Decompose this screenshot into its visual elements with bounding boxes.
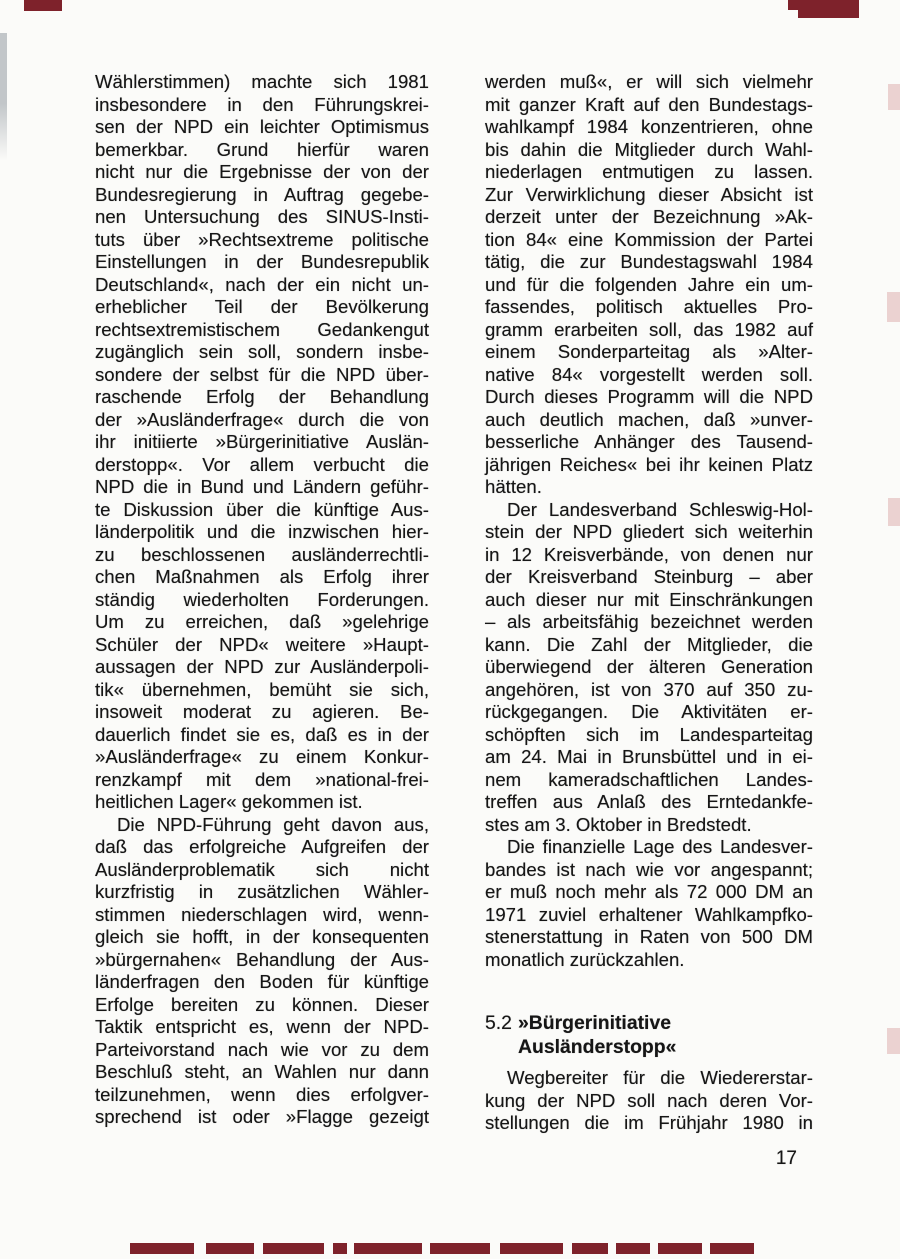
text-line: derzeit unter der Bezeichnung »Ak- (485, 206, 813, 227)
ink-mark-top-left (24, 0, 62, 11)
text-line: insoweit moderat zu agieren. Be- (95, 701, 429, 722)
text-line: nen Untersuchung des SINUS-Insti- (95, 206, 429, 227)
text-line: der Kreisverband Steinburg – aber (485, 566, 813, 587)
text-line: niederlagen entmutigen zu lassen. (485, 161, 813, 182)
text-line: Durch dieses Programm will die NPD (485, 386, 813, 407)
text-line: bemerkbar. Grund hierfür waren (95, 138, 429, 160)
text-line: Zur Verwirklichung dieser Absicht ist (485, 183, 813, 205)
text-line: NPD die in Bund und Ländern geführ- (95, 476, 429, 497)
ink-dash-bottom (500, 1243, 563, 1254)
text-line: erheblicher Teil der Bevölkerung (95, 296, 429, 317)
text-line: länderpolitik und die inzwischen hier- (95, 521, 429, 542)
text-line: mit ganzer Kraft auf den Bundestags- (485, 93, 813, 115)
text-line: der »Ausländerfrage« durch die von (95, 408, 429, 430)
text-line: besserliche Anhänger des Tausend- (485, 431, 813, 452)
text-line: Wählerstimmen) machte sich 1981 (95, 71, 429, 92)
text-line: Die finanzielle Lage des Landesver- (507, 836, 813, 857)
text-line: kurzfristig in zusätzlichen Wähler- (95, 881, 429, 902)
text-line: Bundesregierung in Auftrag gegebe- (95, 183, 429, 205)
ink-dash-bottom (430, 1243, 490, 1254)
text-line: rückgegangen. Die Aktivitäten er- (485, 701, 813, 722)
text-line: nicht nur die Ergebnisse der von der (95, 161, 429, 182)
scan-edge-strip (0, 33, 7, 161)
text-line: rechtsextremistischem Gedankengut (95, 318, 429, 340)
text-line: am 24. Mai in Brunsbüttel und in ei- (485, 746, 813, 767)
text-line: Die NPD-Führung geht davon aus, (117, 813, 429, 835)
text-line: Wegbereiter für die Wiedererstar- (507, 1067, 813, 1088)
text-line: Beschluß steht, an Wahlen nur dann (95, 1061, 429, 1082)
text-line: Der Landesverband Schleswig-Hol- (507, 498, 813, 520)
scan-smudge-right-edge (887, 292, 900, 322)
text-line: chen Maßnahmen als Erfolg ihrer (95, 566, 429, 587)
text-line: bis dahin die Mitglieder durch Wahl- (485, 138, 813, 160)
ink-dash-bottom (263, 1243, 324, 1254)
section-number: 5.2 (485, 1012, 512, 1034)
text-line: wahlkampf 1984 konzentrieren, ohne (485, 116, 813, 137)
text-line: einem Sonderparteitag als »Alter- (485, 341, 813, 362)
text-line: »bürgernahen« Behandlung der Aus- (95, 948, 429, 970)
text-line: werden muß«, er will sich vielmehr (485, 71, 813, 92)
ink-dash-bottom (333, 1243, 347, 1254)
text-line: 1971 zuviel erhaltener Wahlkampfko- (485, 903, 813, 925)
text-line: zu beschlossenen ausländerrechtli- (95, 543, 429, 565)
text-line: schöpften sich im Landesparteitag (485, 723, 813, 745)
text-line: er muß noch mehr als 72 000 DM an (485, 881, 813, 902)
text-column-right (485, 71, 813, 1135)
text-line: ständig wiederholten Forderungen. (95, 588, 429, 610)
text-line: insbesondere in den Führungskrei- (95, 93, 429, 115)
text-line: Schüler der NPD« weitere »Haupt- (95, 633, 429, 655)
text-line: stimmen niederschlagen wird, wenn- (95, 903, 429, 925)
text-line: daß das erfolgreiche Aufgreifen der (95, 836, 429, 857)
text-line: tätig, die zur Bundestagswahl 1984 (485, 251, 813, 272)
text-line: kann. Die Zahl der Mitglieder, die (485, 633, 813, 655)
text-line: raschende Erfolg der Behandlung (95, 386, 429, 407)
text-line: angehören, ist von 370 auf 350 zu- (485, 678, 813, 700)
text-line: bandes ist nach wie vor angespannt; (485, 858, 813, 880)
text-line: te Diskussion über die künftige Aus- (95, 498, 429, 520)
text-line: überwiegend der älteren Generation (485, 656, 813, 677)
text-line: kung der NPD soll nach deren Vor- (485, 1089, 813, 1111)
section-title: »Bürgerinitiative (518, 1012, 672, 1034)
text-line: Ausländerproblematik sich nicht (95, 858, 429, 880)
text-line: stellungen die im Frühjahr 1980 in (485, 1112, 813, 1133)
text-line: fassendes, politisch aktuelles Pro- (485, 296, 813, 317)
ink-dash-bottom (658, 1243, 702, 1254)
text-line: tuts über »Rechtsextreme politische (95, 228, 429, 250)
text-line: Taktik entspricht es, wenn der NPD- (95, 1016, 429, 1037)
text-line: renzkampf mit dem »national-frei- (95, 768, 429, 790)
text-line: »Ausländerfrage« zu einem Konkur- (95, 746, 429, 767)
text-line: teilzunehmen, wenn dies erfolgver- (95, 1083, 429, 1105)
text-line: heitlichen Lager« gekommen ist. (95, 791, 363, 812)
text-line: stenerstattung in Raten von 500 DM (485, 926, 813, 947)
ink-dash-bottom (710, 1243, 754, 1254)
section-heading (485, 1011, 813, 1035)
text-line: hätten. (485, 476, 542, 497)
text-line: auch deutlich machen, daß »unver- (485, 408, 813, 430)
text-line: nem kameradschaftlichen Landes- (485, 768, 813, 790)
text-line: gramm erarbeiten soll, das 1982 auf (485, 318, 813, 340)
text-line: treffen aus Anlaß des Erntedankfe- (485, 791, 813, 812)
text-line: monatlich zurückzahlen. (485, 948, 685, 970)
scan-smudge-right-edge (887, 1028, 900, 1054)
ink-mark-top-right (798, 9, 859, 18)
scan-smudge-right-edge (888, 84, 900, 110)
text-line: stes am 3. Oktober in Bredstedt. (485, 813, 752, 835)
text-line: – als arbeitsfähig bezeichnet werden (485, 611, 813, 632)
text-line: sondere der selbst für die NPD über- (95, 363, 429, 385)
ink-dash-bottom (616, 1243, 650, 1254)
ink-dash-bottom (206, 1243, 254, 1254)
text-column-left (95, 71, 429, 1129)
ink-mark-top-right (788, 0, 859, 10)
text-line: jährigen Reiches« bei ihr keinen Platz (485, 453, 813, 475)
scan-smudge-right-edge (888, 498, 900, 526)
text-line: Einstellungen in der Bundesrepublik (95, 251, 429, 272)
text-line: Um zu erreichen, daß »gelehrige (95, 611, 429, 632)
text-line: aussagen der NPD zur Ausländerpoli- (95, 656, 429, 677)
ink-dash-bottom (572, 1243, 608, 1254)
text-line: gleich sie hofft, in der konsequenten (95, 926, 429, 947)
page-number: 17 (775, 1148, 797, 1169)
section-heading-continued (485, 1035, 813, 1059)
text-line: länderfragen den Boden für künftige (95, 971, 429, 992)
text-line: zugänglich sein soll, sondern insbe- (95, 341, 429, 362)
text-line: dauerlich findet sie es, daß es in der (95, 723, 429, 745)
text-line: Parteivorstand nach wie vor zu dem (95, 1038, 429, 1060)
text-line: derstopp«. Vor allem verbucht die (95, 453, 429, 475)
ink-dash-bottom (354, 1243, 422, 1254)
text-line: Deutschland«, nach der ein nicht un- (95, 273, 429, 295)
text-line: in 12 Kreisverbände, von denen nur (485, 543, 813, 565)
ink-dash-bottom (130, 1243, 194, 1254)
text-line: Erfolge bereiten zu können. Dieser (95, 993, 429, 1015)
text-line: auch dieser nur mit Einschränkungen (485, 588, 813, 610)
text-line: tion 84« eine Kommission der Partei (485, 228, 813, 250)
text-line: ihr initiierte »Bürgerinitiative Auslän- (95, 431, 429, 452)
text-line: und für die folgenden Jahre ein um- (485, 273, 813, 295)
text-line: sen der NPD ein leichter Optimismus (95, 116, 429, 137)
text-line: stein der NPD gliedert sich weiterhin (485, 521, 813, 542)
text-line: sprechend ist oder »Flagge gezeigt (95, 1106, 429, 1127)
text-line: native 84« vorgestellt werden soll. (485, 363, 813, 385)
section-title-continued: Ausländerstopp« (518, 1036, 677, 1058)
text-line: tik« übernehmen, bemüht sie sich, (95, 678, 429, 700)
